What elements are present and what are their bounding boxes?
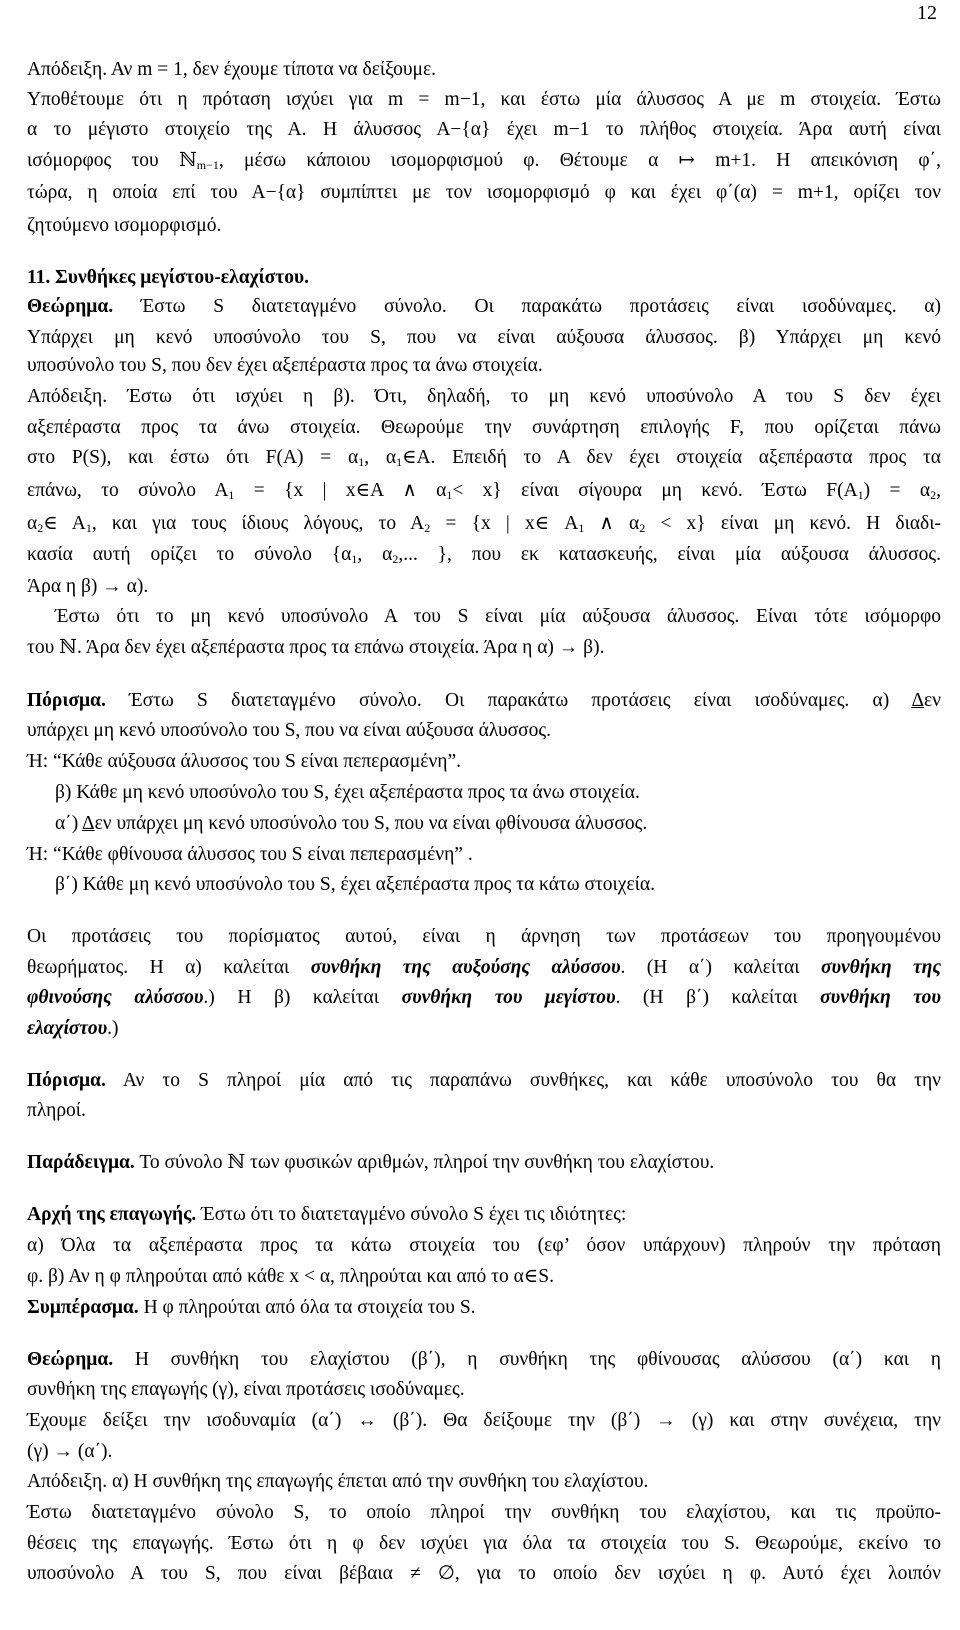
- text-line: [27, 1498, 941, 1528]
- subscript: 2: [639, 521, 646, 535]
- text-run: .): [107, 1018, 119, 1039]
- text-run: = {x | x∈A ∧ α: [234, 480, 447, 501]
- subscript: 1: [857, 488, 864, 502]
- text-run: (γ) → (α΄).: [27, 1441, 113, 1462]
- text-run: , και για τους ίδιους λόγους, το Α: [91, 513, 425, 534]
- text-run: < x} είναι σίγουρα μη κενό. Έστω F(Α: [452, 480, 858, 501]
- text-line: [27, 178, 941, 208]
- text-run: β΄) Κάθε μη κενό υποσύνολο του S, έχει αξεπέραστα προς τα κάτω στοιχεία.: [55, 874, 655, 895]
- text-line: [27, 633, 941, 663]
- text-line: [27, 747, 941, 777]
- text-run: Θεώρημα.: [27, 296, 114, 317]
- text-line: [27, 1014, 941, 1044]
- text-run: Έστω S διατεταγμένο σύνολο. Οι παρακάτω προτάσεις είναι ισοδύναμες. α): [113, 296, 941, 317]
- text-line: [27, 686, 941, 716]
- text-run: ) = α: [863, 480, 931, 501]
- text-run: α΄): [55, 813, 83, 834]
- text-run: θεωρήματος. Η α) καλείται: [27, 957, 311, 978]
- text-run: φθινούσης αλύσσου: [27, 987, 204, 1008]
- text-line: [27, 540, 941, 570]
- text-run: = {x | x∈ Α: [430, 513, 579, 534]
- text-run: α) Όλα τα αξεπέραστα προς τα κάτω στοιχεία του (εφ’ όσον υπάρχουν) πληρούν την πρόταση: [27, 1235, 941, 1256]
- subscript: 1: [446, 488, 453, 502]
- text-line: [27, 1293, 941, 1323]
- text-run: συνθήκη της: [820, 957, 942, 978]
- text-run: Έστω ότι το μη κενό υποσύνολο Α του S είναι μία αύξουσα άλυσσος. Είναι τότε ισόμορφο: [55, 606, 941, 627]
- subscript: 2: [37, 521, 44, 535]
- text-line: [27, 211, 941, 241]
- text-run: υπάρχει μη κενό υποσύνολο του S, που να είναι αύξουσα άλυσσος.: [27, 720, 551, 741]
- text-line: [27, 922, 941, 952]
- text-run: Αρχή της επαγωγής.: [27, 1204, 197, 1225]
- text-line: [27, 1096, 941, 1126]
- text-run: Απόδειξη. Έστω ότι ισχύει η β). Ότι, δηλαδή, το μη κενό υποσύνολο Α του S δεν έχει: [27, 386, 941, 407]
- page-number: 12: [917, 2, 937, 24]
- text-run: ∈ Α: [43, 513, 86, 534]
- text-run: τώρα, η οποία επί του Α−{α} συμπίπτει με τον ισομορφισμό φ και έχει φ΄(α) = m+1, ορίζει τον: [27, 182, 941, 203]
- text-run: α το μέγιστο στοιχείο της Α. Η άλυσσος Α−{α} έχει m−1 το πλήθος στοιχεία. Άρα αυτή είναι: [27, 119, 941, 140]
- subscript: 2: [392, 552, 399, 566]
- text-line: [27, 413, 941, 443]
- text-line: [27, 1262, 941, 1292]
- text-line: [27, 382, 941, 412]
- subscript: 2: [424, 521, 431, 535]
- text-run: Υπάρχει μη κενό υποσύνολο του S, που να είναι αύξουσα άλυσσος. β) Υπάρχει μη κενό: [27, 327, 941, 348]
- text-line: [27, 115, 941, 145]
- text-line: [27, 1148, 941, 1178]
- text-line: [27, 323, 941, 353]
- text-line: [27, 1375, 941, 1405]
- text-run: Ή: “Κάθε αύξουσα άλυσσος του S είναι πεπερασμένη”.: [27, 751, 462, 772]
- text-run: συνθήκη της επαγωγής (γ), είναι προτάσεις ισοδύναμες.: [27, 1379, 465, 1400]
- text-run: ,: [936, 480, 941, 501]
- text-line: [27, 1437, 941, 1467]
- text-run: ∈A. Επειδή το Α δεν έχει στοιχεία αξεπέραστα προς τα: [402, 447, 941, 468]
- text-line: [27, 292, 941, 322]
- text-run: . (Η β΄) καλείται: [615, 987, 821, 1008]
- text-run: Θεώρημα.: [27, 1349, 114, 1370]
- text-line: [27, 840, 941, 870]
- text-line: [27, 1406, 941, 1436]
- text-line: [55, 602, 941, 632]
- text-run: επάνω, το σύνολο Α: [27, 480, 229, 501]
- text-run: κασία αυτή ορίζει το σύνολο {α: [27, 544, 352, 565]
- subscript: 1: [228, 488, 235, 502]
- subscript: 1: [396, 455, 403, 469]
- text-run: Συμπέρασμα.: [27, 1297, 139, 1318]
- text-run: αξεπέραστα προς τα άνω στοιχεία. Θεωρούμε την συνάρτηση επιλογής F, που ορίζεται πάνω: [27, 417, 941, 438]
- text-line: [27, 146, 941, 176]
- text-run: Υποθέτουμε ότι η πρόταση ισχύει για m = m−1, και έστω μία άλυσσος Α με m στοιχεία. Έστω: [27, 89, 941, 110]
- text-line: [27, 509, 941, 539]
- text-run: Έχουμε δείξει την ισοδυναμία (α΄) ↔ (β΄). Θα δείξουμε την (β΄) → (γ) και στην συνέχεια, την: [27, 1410, 941, 1431]
- subscript: m−1: [196, 158, 219, 172]
- text-run: Οι προτάσεις του πορίσματος αυτού, είναι η άρνηση των προτάσεων του προηγουμένου: [27, 926, 941, 947]
- text-run: του ℕ. Άρα δεν έχει αξεπέραστα προς τα επάνω στοιχεία. Άρα η α) → β).: [27, 637, 605, 658]
- text-run: Πόρισμα.: [27, 690, 106, 711]
- text-line: [27, 476, 941, 506]
- text-line: [27, 1066, 941, 1096]
- text-run: Δ: [82, 813, 95, 834]
- text-line: [55, 870, 941, 900]
- text-run: υποσύνολο Α του S, που είναι βέβαια ≠ ∅, για το οποίο δεν ισχύει η φ. Αυτό έχει λοιπόν: [27, 1563, 941, 1584]
- text-run: 11. Συνθήκες μεγίστου-ελαχίστου.: [27, 267, 309, 288]
- text-run: Η φ πληρούται από όλα τα στοιχεία του S.: [138, 1297, 476, 1318]
- text-run: Παράδειγμα.: [27, 1152, 135, 1173]
- text-line: [55, 809, 941, 839]
- text-run: Ή: “Κάθε φθίνουσα άλυσσος του S είναι πεπερασμένη” .: [27, 844, 473, 865]
- text-line: [27, 263, 941, 293]
- text-run: εν υπάρχει μη κενό υποσύνολο του S, που να είναι φθίνουσα άλυσσος.: [94, 813, 648, 834]
- text-run: . (Η α΄) καλείται: [620, 957, 821, 978]
- text-line: [27, 572, 941, 602]
- text-run: ελαχίστου: [27, 1018, 108, 1039]
- text-line: [27, 55, 941, 85]
- text-line: [27, 953, 941, 983]
- text-line: [27, 1200, 941, 1230]
- text-line: [27, 1467, 941, 1497]
- text-run: Έστω S διατεταγμένο σύνολο. Οι παρακάτω προτάσεις είναι ισοδύναμες. α): [105, 690, 912, 711]
- text-run: ισόμορφος του ℕ: [27, 150, 197, 171]
- subscript: 1: [351, 552, 358, 566]
- text-line: [27, 983, 941, 1013]
- text-run: Έστω ότι το διατεταγμένο σύνολο S έχει τις ιδιότητες:: [196, 1204, 627, 1225]
- text-run: Το σύνολο ℕ των φυσικών αριθμών, πληροί την συνθήκη του ελαχίστου.: [134, 1152, 715, 1173]
- text-line: [27, 716, 941, 746]
- subscript: 1: [578, 521, 585, 535]
- text-run: β) Κάθε μη κενό υποσύνολο του S, έχει αξεπέραστα προς τα άνω στοιχεία.: [55, 782, 640, 803]
- text-line: [27, 1559, 941, 1589]
- text-run: εν: [923, 690, 941, 711]
- subscript: 1: [358, 455, 365, 469]
- text-run: Δ: [911, 690, 924, 711]
- text-run: , μέσω κάποιου ισομορφισμού φ. Θέτουμε α ↦ m+1. Η απεικόνιση φ΄,: [218, 150, 941, 171]
- text-run: , α: [364, 447, 397, 468]
- subscript: 1: [85, 521, 92, 535]
- text-run: ζητούμενο ισομορφισμό.: [27, 215, 222, 236]
- text-run: συνθήκη του: [820, 987, 941, 1008]
- text-run: πληροί.: [27, 1100, 86, 1121]
- text-run: Η συνθήκη του ελαχίστου (β΄), η συνθήκη της φθίνουσας αλύσσου (α΄) και η: [113, 1349, 941, 1370]
- text-line: [27, 85, 941, 115]
- text-run: συνθήκη της αυξούσης αλύσσου: [310, 957, 621, 978]
- text-line: [27, 351, 941, 381]
- text-run: ∧ α: [584, 513, 640, 534]
- text-run: Αν το S πληροί μία από τις παραπάνω συνθήκες, και κάθε υποσύνολο του θα την: [105, 1070, 941, 1091]
- text-run: < x} είναι μη κενό. Η διαδι-: [645, 513, 941, 534]
- text-run: Έστω διατεταγμένο σύνολο S, το οποίο πληροί την συνθήκη του ελαχίστου, και τις προϋπο-: [27, 1502, 941, 1523]
- text-run: .) Η β) καλείται: [203, 987, 402, 1008]
- text-run: α: [27, 513, 38, 534]
- text-run: Άρα η β) → α).: [27, 576, 149, 597]
- text-line: [27, 443, 941, 473]
- text-line: [27, 1231, 941, 1261]
- text-run: υποσύνολο του S, που δεν έχει αξεπέραστα προς τα άνω στοιχεία.: [27, 355, 543, 376]
- text-run: Πόρισμα.: [27, 1070, 106, 1091]
- text-run: Απόδειξη. Αν m = 1, δεν έχουμε τίποτα να δείξουμε.: [27, 59, 437, 80]
- text-line: [27, 1529, 941, 1559]
- text-run: συνθήκη του μεγίστου: [401, 987, 616, 1008]
- text-run: ,... }, που εκ κατασκευής, είναι μία αύξουσα άλυσσος.: [398, 544, 941, 565]
- subscript: 2: [930, 488, 937, 502]
- text-run: θέσεις της επαγωγής. Έστω ότι η φ δεν ισχύει για όλα τα στοιχεία του S. Θεωρούμε, εκείνο το: [27, 1533, 941, 1554]
- text-run: φ. β) Αν η φ πληρούται από κάθε x < α, πληρούται και από το α∈S.: [27, 1266, 554, 1287]
- text-line: [55, 778, 941, 808]
- text-run: στο P(S), και έστω ότι F(A) = α: [27, 447, 359, 468]
- text-run: , α: [357, 544, 393, 565]
- text-line: [27, 1345, 941, 1375]
- text-run: Απόδειξη. α) Η συνθήκη της επαγωγής έπεται από την συνθήκη του ελαχίστου.: [27, 1471, 649, 1492]
